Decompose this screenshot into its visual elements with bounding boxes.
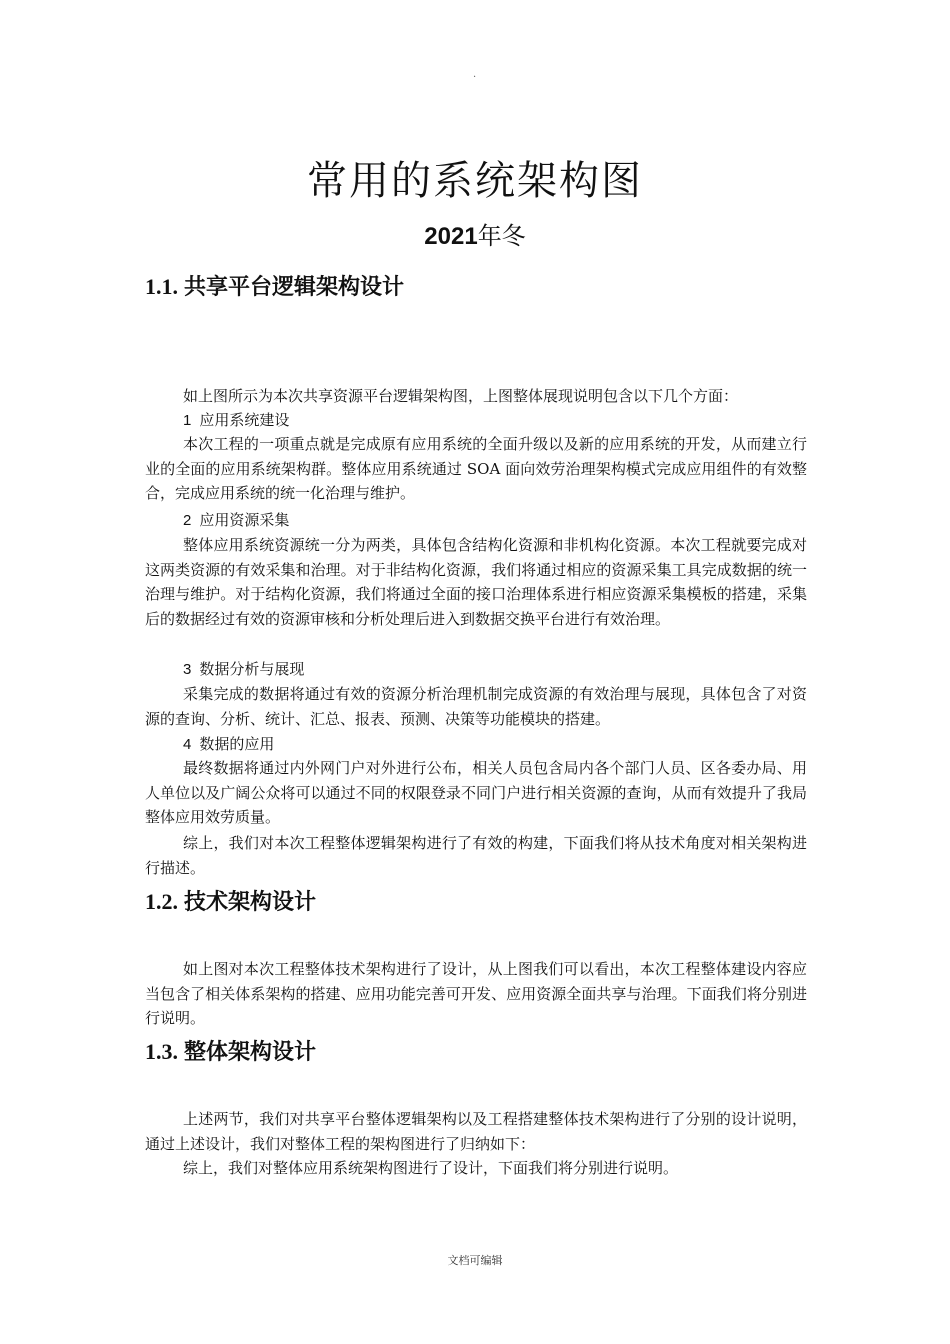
section-title: 技术架构设计 bbox=[184, 890, 317, 915]
s1-item-1-label bbox=[183, 408, 289, 434]
section-heading-1-2 bbox=[145, 885, 316, 916]
item-number: 1 bbox=[183, 412, 192, 429]
section-heading-1-3 bbox=[145, 1035, 316, 1066]
s1-item-2-body: 整体应用系统资源统一分为两类，具体包含结构化资源和非机构化资源。本次工程就要完成对这两类资源的有效采集和治理。对于非结构化资源，我们将通过相应的资源采集工具完成数据的统一治理与维护。对于结构化资源，我们将通过全面的接口治理体系进行相应资源采集模板的搭建，采集后的数据经过有效的资源审核和分析处理后进入到数据交换平台进行有效治理。 bbox=[145, 536, 807, 628]
document-title: 常用的系统架构图 bbox=[307, 157, 643, 204]
section-number: 1.3. bbox=[145, 1039, 178, 1064]
document-date bbox=[0, 216, 950, 251]
item-number: 3 bbox=[183, 661, 192, 678]
section-title: 共享平台逻辑架构设计 bbox=[184, 275, 405, 300]
s2-body-paragraph: 如上图对本次工程整体技术架构进行了设计，从上图我们可以看出，本次工程整体建设内容应当包含了相关体系架构的搭建、应用功能完善可开发、应用资源全面共享与治理。下面我们将分别进行说明。 bbox=[145, 960, 807, 1027]
date-year: 2021 bbox=[424, 223, 478, 250]
item-number: 2 bbox=[183, 512, 192, 529]
s1-item-4-body: 最终数据将通过内外网门户对外进行公布，相关人员包含局内各个部门人员、区各委办局、用人单位以及广阔公众将可以通过不同的权限登录不同门户进行相关资源的查询，从而有效提升了我局整体应用效劳质量。 bbox=[145, 759, 807, 826]
s1-item-2-label bbox=[183, 508, 289, 534]
s1-item-3-label bbox=[183, 657, 304, 683]
s3-summary-paragraph: 综上，我们对整体应用系统架构图进行了设计，下面我们将分别进行说明。 bbox=[183, 1159, 679, 1177]
item-number: 4 bbox=[183, 736, 192, 753]
item-label: 应用系统建设 bbox=[199, 411, 290, 429]
s1-item-1-body: 本次工程的一项重点就是完成原有应用系统的全面升级以及新的应用系统的开发，从而建立行业的全面的应用系统架构群。整体应用系统通过 SOA 面向效劳治理架构模式完成应用组件的有效整合，完成应用系统的统一化治理与维护。 bbox=[145, 435, 807, 502]
section-number: 1.2. bbox=[145, 889, 178, 914]
s1-item-4-label bbox=[183, 732, 274, 758]
item-label: 数据的应用 bbox=[199, 735, 275, 753]
item-label: 数据分析与展现 bbox=[199, 660, 305, 678]
footer-note: 文档可编辑 bbox=[447, 1254, 503, 1267]
s3-body-paragraph: 上述两节，我们对共享平台整体逻辑架构以及工程搭建整体技术架构进行了分别的设计说明，通过上述设计，我们对整体工程的架构图进行了归纳如下： bbox=[145, 1110, 807, 1153]
section-title: 整体架构设计 bbox=[184, 1040, 317, 1065]
date-season: 年冬 bbox=[477, 222, 526, 250]
header-mark: · bbox=[473, 72, 477, 83]
section-heading-1-1 bbox=[145, 270, 404, 301]
s1-intro-paragraph: 如上图所示为本次共享资源平台逻辑架构图，上图整体展现说明包含以下几个方面： bbox=[183, 387, 739, 405]
s1-summary-paragraph: 综上，我们对本次工程整体逻辑架构进行了有效的构建，下面我们将从技术角度对相关架构进行描述。 bbox=[145, 834, 807, 877]
section-number: 1.1. bbox=[145, 274, 178, 299]
s1-item-3-body: 采集完成的数据将通过有效的资源分析治理机制完成资源的有效治理与展现，具体包含了对资源的查询、分析、统计、汇总、报表、预测、决策等功能模块的搭建。 bbox=[145, 685, 807, 728]
item-label: 应用资源采集 bbox=[199, 511, 290, 529]
